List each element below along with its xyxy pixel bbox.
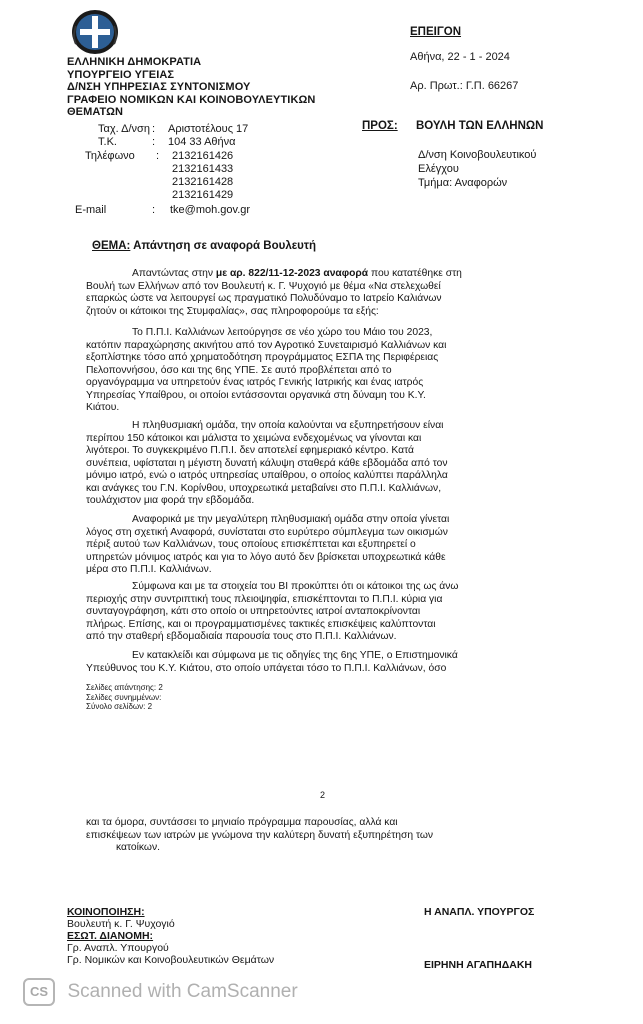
page-number: 2: [320, 790, 326, 800]
ministry-line: ΕΛΛΗΝΙΚΗ ΔΗΜΟΚΡΑΤΙΑ: [67, 56, 202, 68]
paragraph-intro: [86, 268, 560, 318]
paragraph-settlements: [86, 514, 560, 577]
colon: :: [152, 204, 156, 216]
paragraph-facility: [86, 327, 560, 415]
ministry-line: ΘΕΜΑΤΩΝ: [67, 106, 124, 118]
text-line: ζητούν οι κάτοικοι της Στυμφαλίας», σας πληροφορούμε τα εξής:: [86, 305, 379, 317]
text-line: συνέπεια, υφίσταται η μέγιστη δυνατή κάλυψη σταθερά κάθε εβδομάδα από τον: [86, 457, 448, 469]
text-line: πλήρως. Επίσης, και οι προγραμματισμένες τακτικές επισκέψεις καλύπτονται: [86, 618, 436, 630]
phone-value: 2132161429: [172, 189, 234, 201]
colon: :: [152, 136, 156, 148]
text-line: κατόπιν παραχώρησης ακινήτου από τον Αγροτικό Συνεταιρισμό Καλλιάνων και: [86, 339, 447, 351]
text-line: και τα όμορα, συντάσσει το μηνιαίο πρόγραμμα παρουσίας, αλλά και: [86, 817, 398, 828]
text-line: κατοίκων.: [116, 842, 160, 853]
phone-value: 2132161428: [172, 176, 234, 188]
phone-value: 2132161433: [172, 163, 234, 175]
text-line: Το Π.Π.Ι. Καλλιάνων λειτούργησε σε νέο χώρο του Μάιο του 2023,: [132, 327, 433, 338]
text-line: Η πληθυσμιακή ομάδα, την οποία καλούνται να εξυπηρετήσουν είναι: [132, 420, 444, 431]
email-value[interactable]: tke@moh.gov.gr: [170, 204, 251, 216]
internal-distribution-label: ΕΣΩΤ. ΔΙΑΝΟΜΗ:: [67, 930, 154, 942]
text-line: εξοπλίστηκε τόσο από χρηματοδότηση προγράμματος ΕΣΠΑ της Περιφέρειας: [86, 352, 439, 363]
text-line: επισκέψεων των ιατρών με γνώμονα την καλύτερη δυνατή εξυπηρέτηση των: [86, 829, 434, 841]
text-line: Βουλή των Ελλήνων από τον Βουλευτή κ. Γ. Ψυχογιό με θέμα «Να στελεχωθεί: [86, 280, 441, 292]
phone-label: Τηλέφωνο: [85, 150, 135, 162]
ministry-line: ΥΠΟΥΡΓΕΙΟ ΥΓΕΙΑΣ: [67, 68, 175, 81]
internal-item: Γρ. Αναπλ. Υπουργού: [67, 942, 169, 954]
recipient-line: Δ/νση Κοινοβουλευτικού: [418, 149, 537, 161]
text-line: Αναφορικά με την μεγαλύτερη πληθυσμιακή ομάδα στην οποία γίνεται: [132, 514, 450, 525]
text-line: μέρα στο Π.Π.Ι. Καλλιάνων.: [86, 564, 212, 575]
recipient-line: Τμήμα: Αναφορών: [418, 177, 508, 189]
coat-of-arms-logo: [70, 6, 120, 56]
protocol-number: Αρ. Πρωτ.: Γ.Π. 66267: [410, 80, 519, 92]
text-line: λόγος στη σχετική Αναφορά, συνίσταται στο ευρύτερο σύμπλεγμα των οικισμών: [86, 526, 448, 538]
ministry-line: ΓΡΑΦΕΙΟ ΝΟΜΙΚΩΝ ΚΑΙ ΚΟΙΝΟΒΟΥΛΕΥΤΙΚΩΝ: [67, 93, 316, 106]
text-line: Σύμφωνα και με τα στοιχεία του ΒΙ προκύπτει ότι οι κάτοικοι της ως άνω: [132, 581, 459, 592]
text-line: περιοχής στην συντριπτική τους πλειοψηφία, επισκέπτονται το Π.Π.Ι. κύρια για: [86, 593, 443, 605]
postal-code-value: 104 33 Αθήνα: [168, 136, 236, 148]
postal-code-label: Τ.Κ.: [98, 136, 117, 148]
paragraph-statistics: [86, 581, 560, 644]
pages-attachments: Σελίδες συνημμένων:: [86, 692, 162, 702]
signer-name: ΕΙΡΗΝΗ ΑΓΑΠΗΔΑΚΗ: [424, 959, 532, 971]
camscanner-text: Scanned with CamScanner: [67, 981, 298, 1002]
text-line: περίπου 150 κάτοικοι και μάλιστα το χειμώνα ενδεχομένως να γίνονται και: [86, 432, 422, 444]
subject-line: [92, 240, 316, 252]
document-date: Αθήνα, 22 - 1 - 2024: [410, 51, 510, 63]
page-count-notes: [86, 683, 163, 712]
colon: :: [156, 150, 160, 162]
signer-title: Η ΑΝΑΠΛ. ΥΠΟΥΡΓΟΣ: [424, 906, 535, 918]
text-line: πέριξ αυτού των Καλλιάνων, τους οποίους επισκέπτεται και εξυπηρετεί ο: [86, 539, 416, 550]
ministry-line: Δ/ΝΣΗ ΥΠΗΡΕΣΙΑΣ ΣΥΝΤΟΝΙΣΜΟΥ: [67, 81, 251, 93]
camscanner-logo-icon: CS: [23, 978, 55, 1006]
text-line: Κιάτου.: [86, 402, 120, 413]
text-line: και ανάγκες του Γ.Ν. Κορίνθου, υποχρεωτικά μεταβαίνει στο Π.Π.Ι. Καλλιάνων,: [86, 482, 442, 494]
text-line: επαρκώς ώστε να λειτουργεί ως πραγματικό Πολυδύναμο το Ιατρείο Καλιάνων: [86, 293, 442, 304]
subject-label: ΘΕΜΑ:: [92, 240, 131, 252]
text-line: οργανόγραμμα να υπηρετούν ένας ιατρός Γενικής Ιατρικής και ένας ιατρός: [86, 377, 424, 388]
text-line: λιγότεροι. Το συγκεκριμένο Π.Π.Ι. δεν αποτελεί εφημεριακό κέντρο. Κατά: [86, 445, 415, 456]
ministry-header: [67, 56, 315, 119]
text-line: από την σταθερή εβδομαδιαία παρουσία τους στο Π.Π.Ι. Καλλιάνων.: [86, 631, 397, 642]
address-label: Ταχ. Δ/νση: [98, 123, 150, 135]
camscanner-watermark: [23, 978, 298, 1006]
text-line: Υπεύθυνος του Κ.Υ. Κιάτου, στο οποίο υπάγεται τόσο το Π.Π.Ι. Καλλιάνων, όσο: [86, 662, 447, 674]
pages-total: Σύνολο σελίδων: 2: [86, 702, 153, 711]
recipient-line: Ελέγχου: [418, 163, 459, 175]
text-line: υπηρετών μόνιμος ιατρός και για το λόγο αυτό δεν βρίσκεται υποχρεωτικά κάθε: [86, 551, 446, 563]
text-line: Πελοποννήσου, όσο και της 6ης ΥΠΕ. Σε αυτό προβλέπεται από το: [86, 364, 392, 376]
notification-item: Βουλευτή κ. Γ. Ψυχογιό: [67, 918, 175, 930]
text-line: συνταγογράφηση, κάτι στο οποίο οι υπηρετούντες ιατροί ανταποκρίνονται: [86, 606, 421, 617]
paragraph-continuation: [86, 817, 560, 855]
paragraph-population: [86, 420, 560, 508]
notification-label: ΚΟΙΝΟΠΟΙΗΣΗ:: [67, 906, 145, 918]
text-line: Υπηρεσίας Υπαίθρου, οι οποίοι εντάσσονται οργανικά στη δύναμη του Κ.Υ.: [86, 389, 426, 401]
colon: :: [152, 123, 156, 135]
text-line: Απαντώντας στην με αρ. 822/11-12-2023 αναφορά που κατατέθηκε στη: [132, 268, 462, 279]
text-line: μόνιμο ιατρό, ενώ ο ιατρός υπηρεσίας υπαίθρου, ο οποίος καλύπτει παράλληλα: [86, 470, 448, 481]
text-line: Εν κατακλείδι και σύμφωνα με τις οδηγίες της 6ης ΥΠΕ, ο Επιστημονικά: [132, 650, 458, 661]
pages-answer: Σελίδες απάντησης: 2: [86, 683, 163, 692]
address-value: Αριστοτέλους 17: [168, 123, 249, 135]
paragraph-conclusion: [86, 650, 560, 675]
text-line: τουλάχιστον μια φορά την εβδομάδα.: [86, 495, 255, 506]
internal-item: Γρ. Νομικών και Κοινοβουλευτικών Θεμάτων: [67, 954, 275, 966]
recipient-department: [418, 148, 536, 190]
priority-label: ΕΠΕΙΓΟΝ: [410, 26, 462, 38]
recipient-label: ΠΡΟΣ:: [362, 120, 398, 132]
email-label: E-mail: [75, 204, 107, 216]
phone-value: 2132161426: [172, 150, 234, 162]
distribution-block: [67, 906, 274, 966]
recipient-name: ΒΟΥΛΗ ΤΩΝ ΕΛΛΗΝΩΝ: [416, 120, 544, 132]
subject-text: Απάντηση σε αναφορά Βουλευτή: [133, 240, 317, 252]
